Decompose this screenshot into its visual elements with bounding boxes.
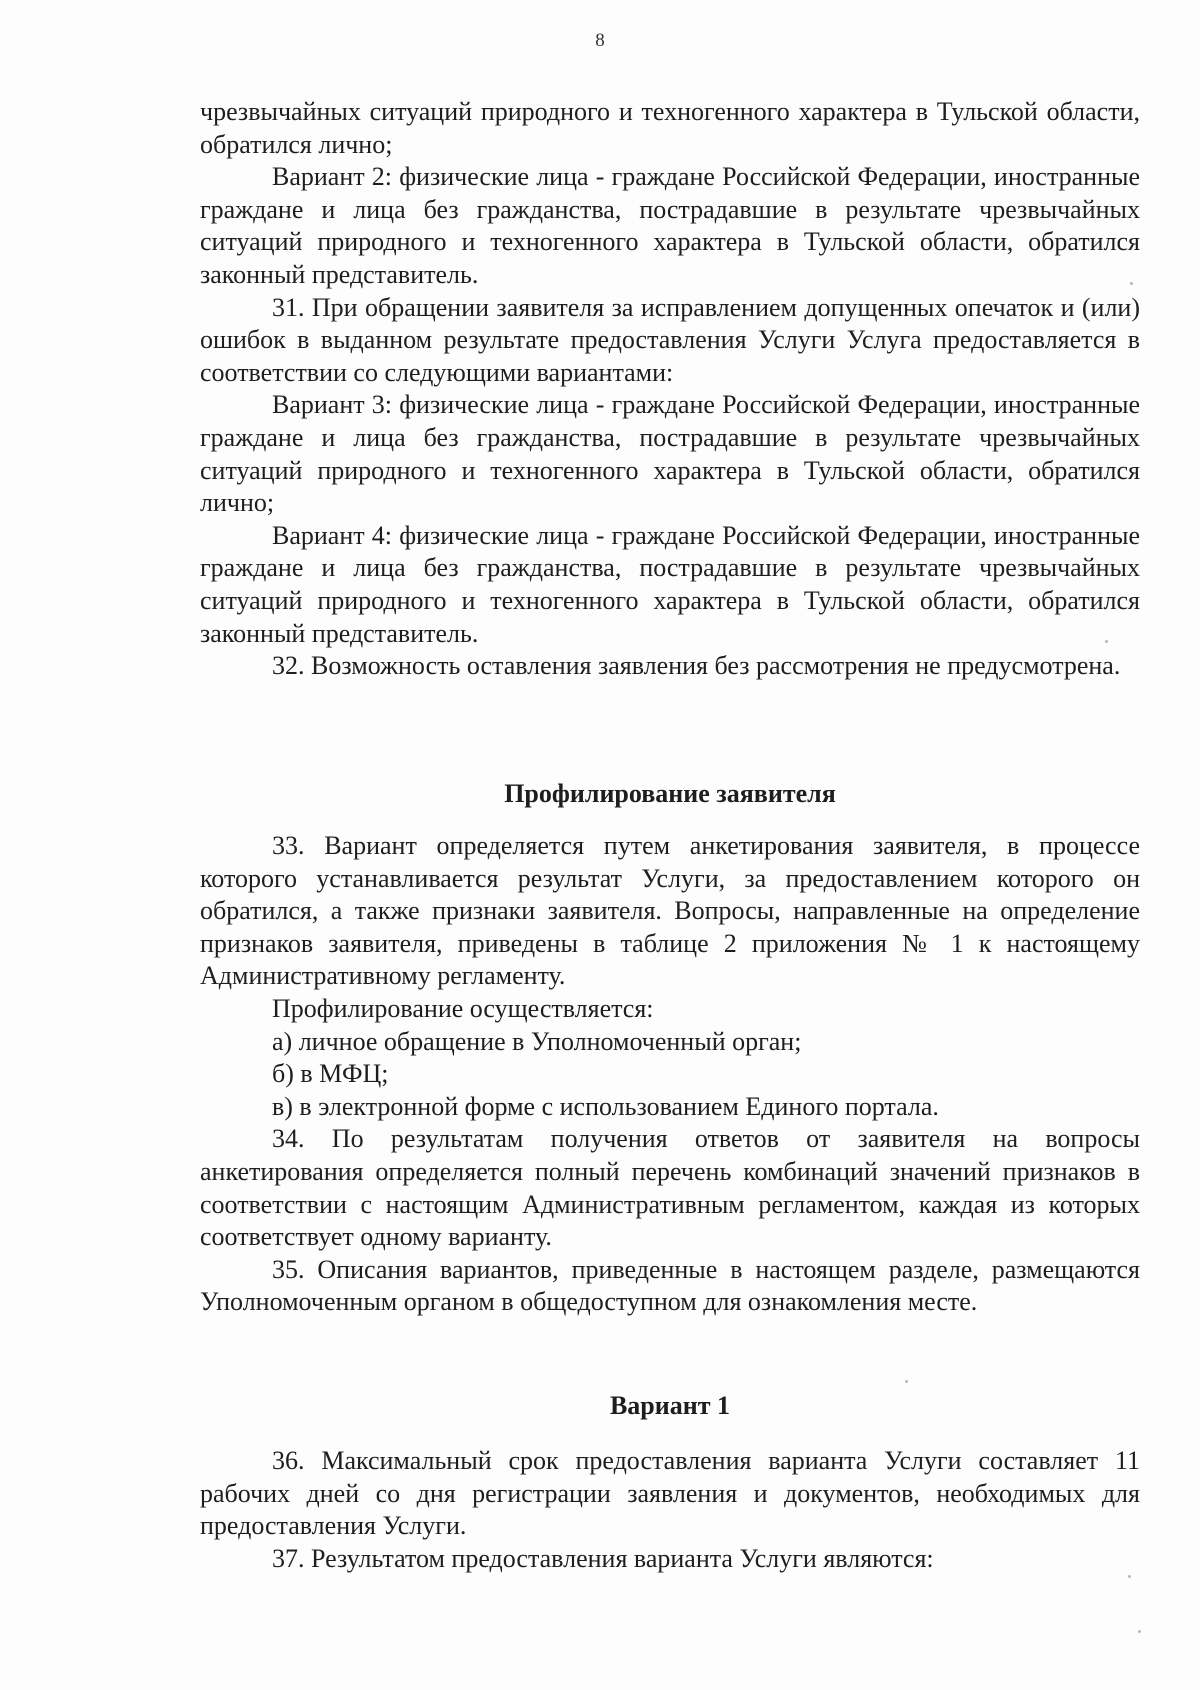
heading-variant-1: Вариант 1 xyxy=(609,1391,731,1420)
paragraph-continuation: чрезвычайных ситуаций природного и техногенного характера в Тульской области, обратился лично; xyxy=(200,97,1140,159)
heading-profiling: Профилирование заявителя xyxy=(504,779,836,808)
paragraph-36: 36. Максимальный срок предоставления варианта Услуги составляет 11 рабочих дней со дня регистрации заявления и документов, необходимых для предоставления Услуги. xyxy=(200,1446,1140,1541)
paragraph-variant-2: Вариант 2: физические лица - граждане Российской Федерации, иностранные граждане и лица без гражданства, пострадавшие в результате чрезвычайных ситуаций природного и техногенного характера в Тульской области, обратился законный представитель. xyxy=(200,162,1140,289)
paragraph-37: 37. Результатом предоставления варианта Услуги являются: xyxy=(272,1543,934,1573)
scan-speck xyxy=(1130,282,1133,285)
scan-speck xyxy=(1128,1575,1131,1578)
paragraph-34: 34. По результатам получения ответов от заявителя на вопросы анкетирования определяется полный перечень комбинаций значений признаков в соответствии с настоящим Административным регламентом, каждая из которых соответствует одному варианту. xyxy=(200,1124,1140,1252)
page-number: 8 xyxy=(595,30,605,51)
list-item-a: а) личное обращение в Уполномоченный орган; xyxy=(272,1026,802,1056)
paragraph-variant-4: Вариант 4: физические лица - граждане Российской Федерации, иностранные граждане и лица без гражданства, пострадавшие в результате чрезвычайных ситуаций природного и техногенного характера в Тульской области, обратился законный представитель. xyxy=(200,520,1140,648)
list-item-v: в) в электронной форме с использованием Единого портала. xyxy=(272,1091,939,1121)
intro-section xyxy=(200,96,1140,683)
scan-speck xyxy=(905,1380,908,1383)
paragraph-32: 32. Возможность оставления заявления без рассмотрения не предусмотрена. xyxy=(272,651,1121,681)
scan-speck xyxy=(1138,1630,1141,1633)
variant-1-section xyxy=(200,1445,1140,1575)
profiling-section xyxy=(200,830,1140,1319)
paragraph-variant-3: Вариант 3: физические лица - граждане Российской Федерации, иностранные граждане и лица без гражданства, пострадавшие в результате чрезвычайных ситуаций природного и техногенного характера в Тульской области, обратился лично; xyxy=(200,390,1140,518)
paragraph-33: 33. Вариант определяется путем анкетирования заявителя, в процессе которого устанавливается результат Услуги, за предоставлением которого он обратился, а также признаки заявителя. Вопросы, направленные на определение признаков заявителя, приведены в таблице 2 приложения № 1 к настоящему Административному регламенту. xyxy=(200,831,1140,991)
paragraph-31: 31. При обращении заявителя за исправлением допущенных опечаток и (или) ошибок в выданном результате предоставления Услуги Услуга предоставляется в соответствии со следующими вариантами: xyxy=(200,292,1140,387)
scan-speck xyxy=(1105,640,1108,643)
paragraph-profiling-intro: Профилирование осуществляется: xyxy=(272,993,654,1023)
list-item-b: б) в МФЦ; xyxy=(272,1059,389,1089)
paragraph-35: 35. Описания вариантов, приведенные в настоящем разделе, размещаются Уполномоченным органом в общедоступном для ознакомления месте. xyxy=(200,1254,1140,1317)
